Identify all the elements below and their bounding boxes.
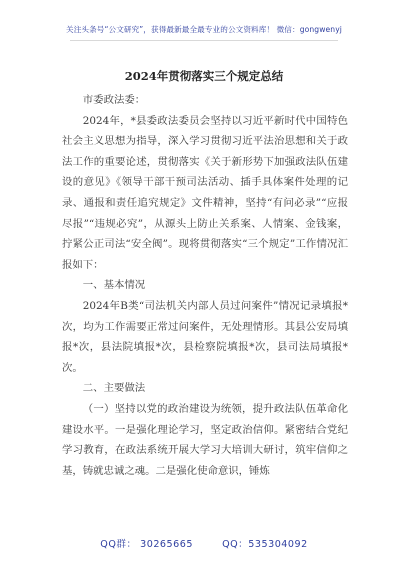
footer-contact: [0, 536, 408, 550]
document-body: [62, 90, 348, 481]
salutation: 市委政法委：: [82, 94, 146, 106]
section-heading: 二、主要做法: [82, 382, 146, 395]
body-paragraph: 2024年，*县委政法委员会坚持以习近平新时代中国特色社会主义思想为指导，深入学习贯彻习近平法治思想和关于政法工作的重要论述，贯彻落实《关于新形势下加强政法队伍建设的意见》《领导干部干预司法活动、插手具体案件处理的记录、通报和责任追究规定》文件精神，坚持“有问必录”“应报尽报”“违规必究”，从源头上防止关系案、人情案、金钱案，拧紧公正司法“安全阀”。现将贯彻落实“三个规定”工作情况汇报如下：: [62, 114, 348, 271]
footer-qq: QQ：535304092: [222, 539, 308, 550]
section-heading: 一、基本情况: [82, 279, 146, 292]
header-divider: [70, 40, 338, 41]
document-title: 2024年贯彻落实三个规定总结: [124, 69, 284, 83]
footer-qq-group: QQ群： 30265665: [100, 539, 193, 550]
body-paragraph: （一）坚持以党的政治建设为统领，提升政法队伍革命化建设水平。一是强化理论学习，坚定政治信仰。紧密结合党纪学习教育，在政法系统开展大学习大培训大研讨，筑牢信仰之基，铸就忠诚之魂。二是强化使命意识，锤炼: [62, 402, 348, 477]
header-promo-text: 关注头条号“公文研究”，获得最新最全最专业的公文资料库！ 微信：gongwenyj: [66, 25, 342, 34]
body-paragraph: 2024年B类“司法机关内部人员过问案件”情况记录填报*次，均为工作需要正常过问案件，无处理情形。其县公安局填报*次，县法院填报*次，县检察院填报*次，县司法局填报*次。: [62, 299, 348, 374]
